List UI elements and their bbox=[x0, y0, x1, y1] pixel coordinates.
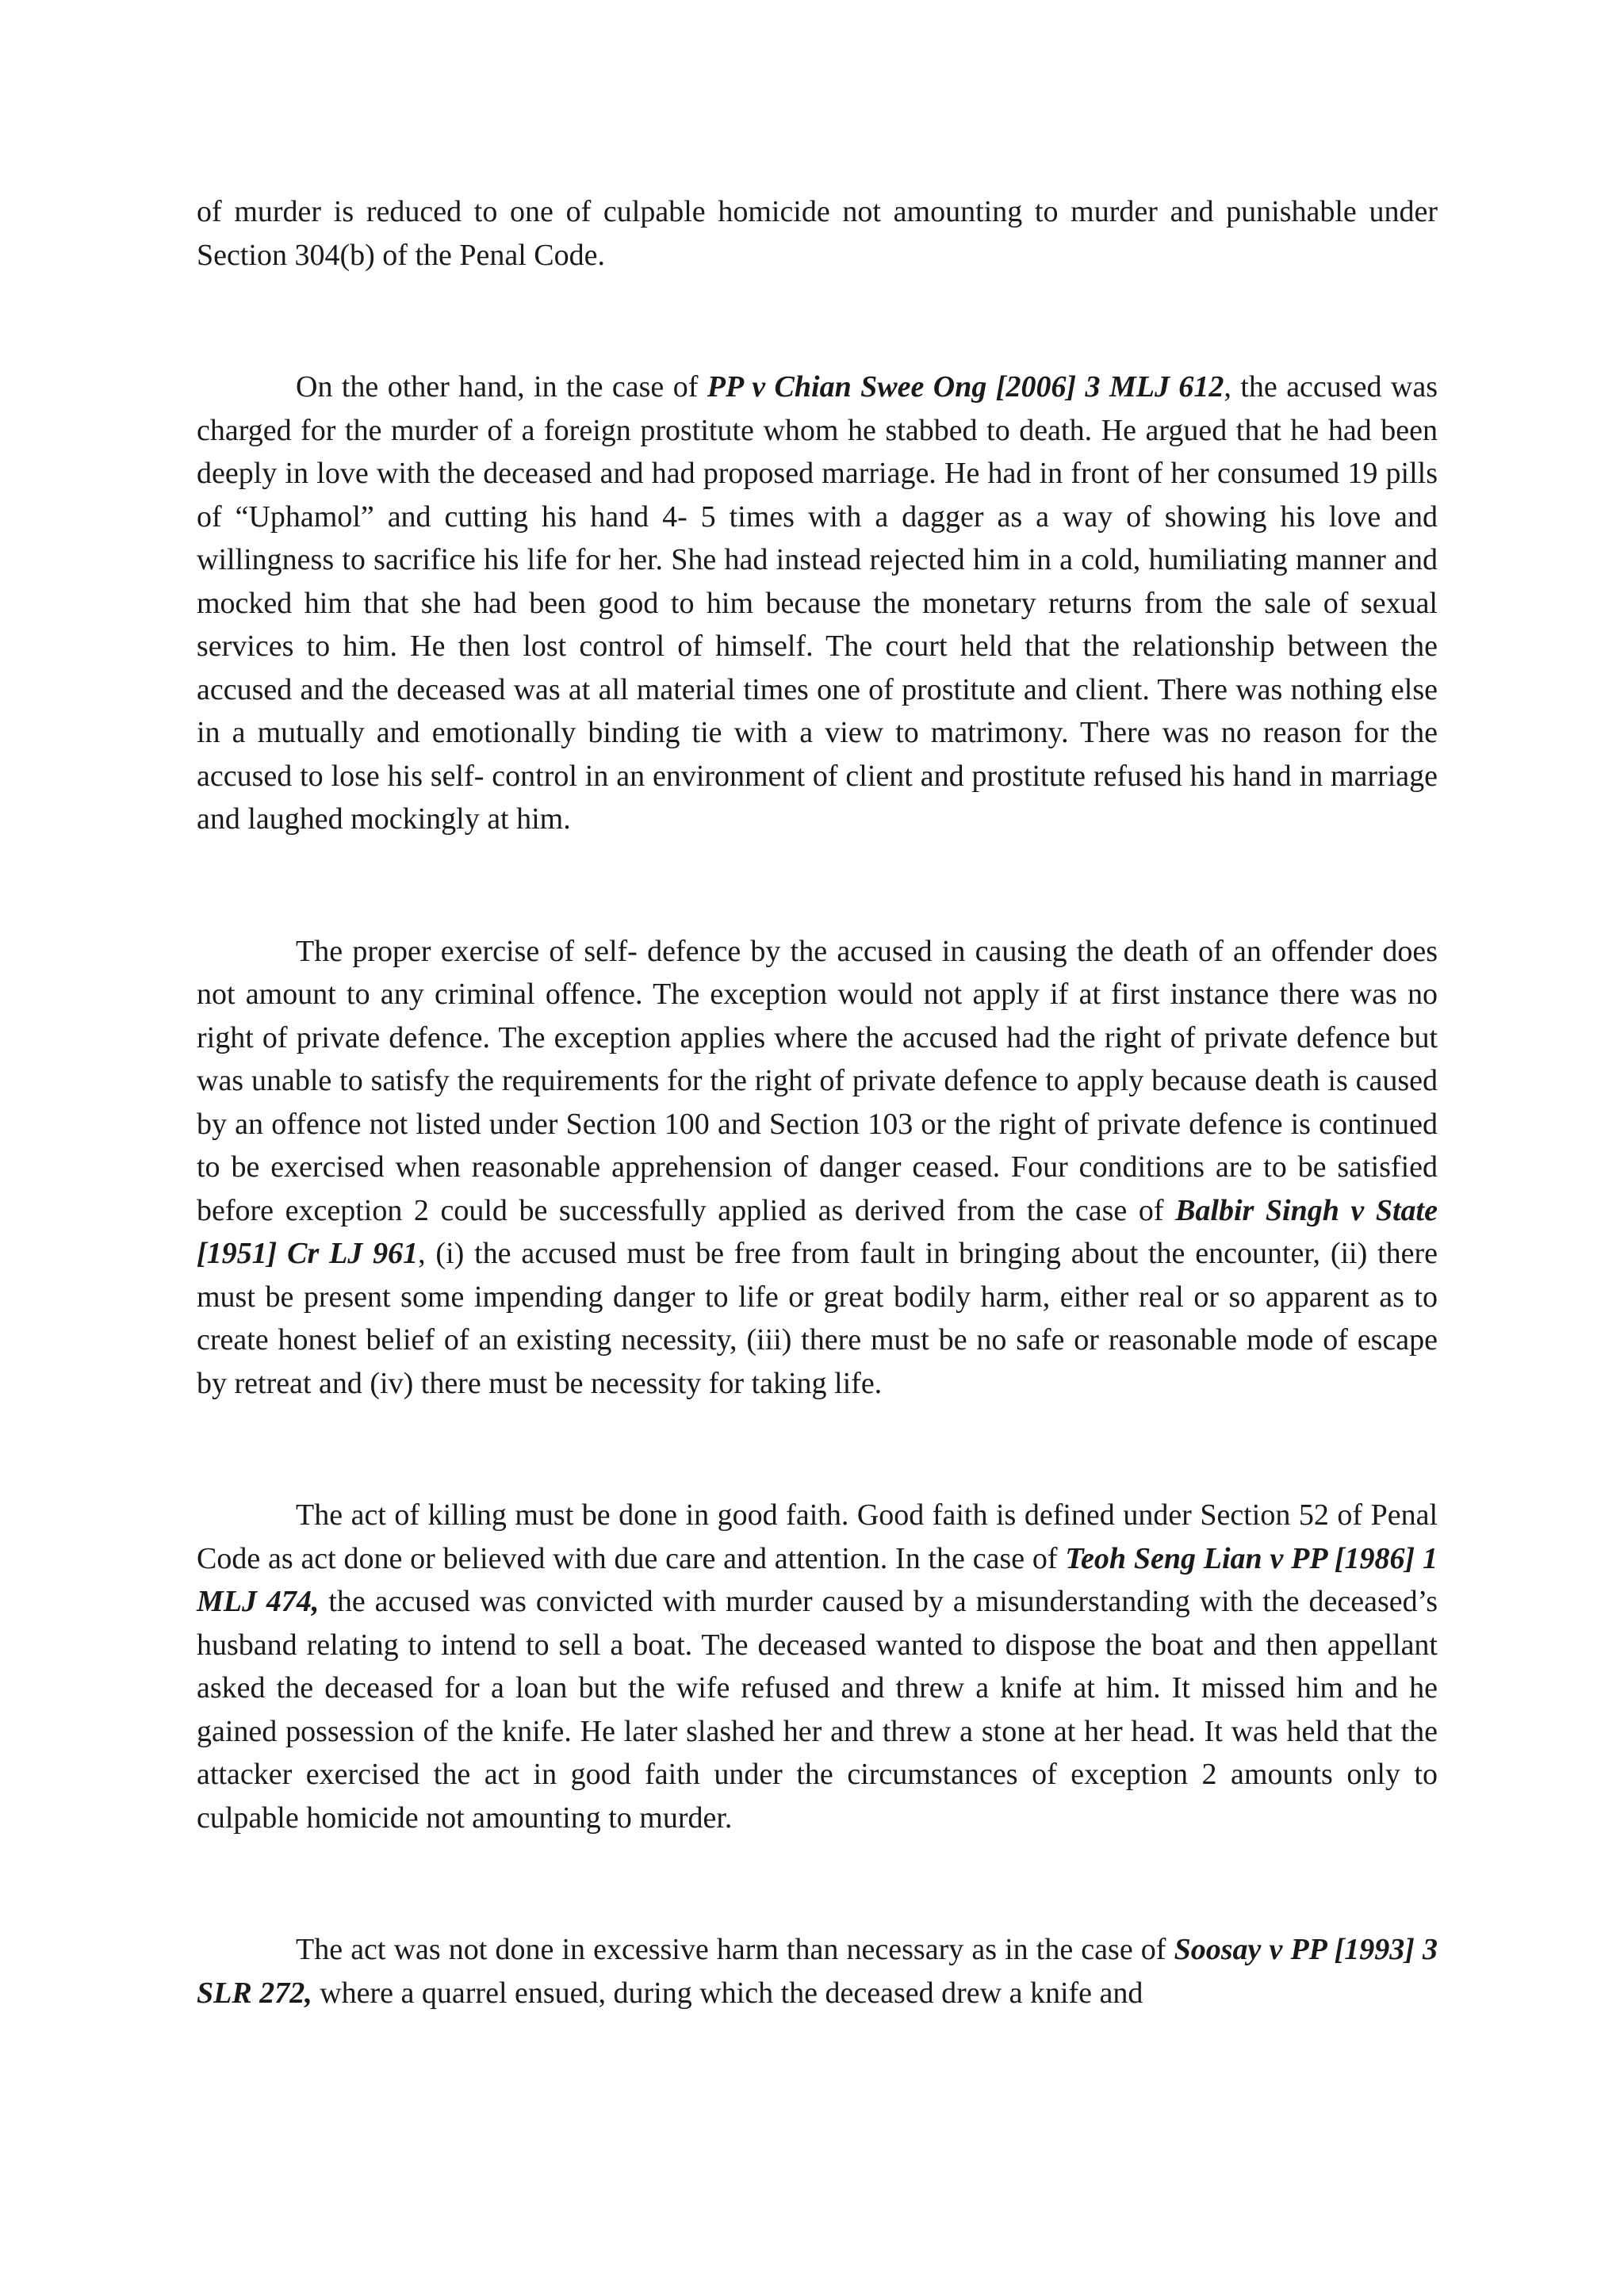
paragraph-text: , (i) the accused must be free from fault in bringing about the encounter, (ii) there must be present some impending danger to life or great bodily harm, either real or so apparent as to create honest belief of an existing necessity, (iii) there must be no safe or reasonable mode of escape by retreat and (iv) there must be necessity for taking life. bbox=[197, 1237, 1438, 1400]
paragraph-5 bbox=[197, 1928, 1438, 2015]
paragraph-4 bbox=[197, 1494, 1438, 1839]
paragraph-text: The act was not done in excessive harm than necessary as in the case of bbox=[296, 1933, 1174, 1966]
paragraph-text: the accused was convicted with murder caused by a misunderstanding with the deceased’s husband relating to intend to sell a boat. The deceased wanted to dispose the boat and then appellant asked the deceased for a loan but the wife refused and threw a knife at him. It missed him and he gained possession of the knife. He later slashed her and threw a stone at her head. It was held that the attacker exercised the act in good faith under the circumstances of exception 2 amounts only to culpable homicide not amounting to murder. bbox=[197, 1585, 1438, 1835]
case-citation: Teoh Seng Lian v PP [1986] 1 MLJ 474, bbox=[197, 1541, 1438, 1618]
paragraph-gap bbox=[197, 277, 1438, 365]
paragraph-text: where a quarrel ensued, during which the deceased drew a knife and bbox=[312, 1976, 1143, 2010]
paragraph-text: On the other hand, in the case of bbox=[296, 370, 707, 404]
document-page bbox=[197, 190, 1438, 2015]
paragraph-gap bbox=[197, 1405, 1438, 1494]
paragraph-3 bbox=[197, 930, 1438, 1406]
paragraph-text: of murder is reduced to one of culpable homicide not amounting to murder and punishable under Section 304(b) of the Penal Code. bbox=[197, 195, 1438, 272]
case-citation: Soosay v PP [1993] 3 SLR 272, bbox=[197, 1933, 1438, 2010]
case-citation: PP v Chian Swee Ong [2006] 3 MLJ 612 bbox=[707, 370, 1224, 404]
case-citation: Balbir Singh v State [1951] Cr LJ 961 bbox=[197, 1193, 1438, 1270]
paragraph-text: The proper exercise of self- defence by the accused in causing the death of an offender does not amount to any criminal offence. The exception would not apply if at first instance there was no right of private defence. The exception applies where the accused had the right of private defence but was unable to satisfy the requirements for the right of private defence to apply because death is caused by an offence not listed under Section 100 and Section 103 or the right of private defence is continued to be exercised when reasonable apprehension of danger ceased. Four conditions are to be satisfied before exception 2 could be successfully applied as derived from the case of bbox=[197, 934, 1438, 1227]
paragraph-text: , the accused was charged for the murder of a foreign prostitute whom he stabbed to death. He argued that he had been deeply in love with the deceased and had proposed marriage. He had in front of her consumed 19 pills of “Uphamol” and cutting his hand 4- 5 times with a dagger as a way of showing his love and willingness to sacrifice his life for her. She had instead rejected him in a cold, humiliating manner and mocked him that she had been good to him because the monetary returns from the sale of sexual services to him. He then lost control of himself. The court held that the relationship between the accused and the deceased was at all material times one of prostitute and client. There was nothing else in a mutually and emotionally binding tie with a view to matrimony. There was no reason for the accused to lose his self- control in an environment of client and prostitute refused his hand in marriage and laughed mockingly at him. bbox=[197, 370, 1438, 836]
paragraph-text: The act of killing must be done in good faith. Good faith is defined under Section 52 of Penal Code as act done or believed with due care and attention. In the case of bbox=[197, 1498, 1438, 1575]
paragraph-2 bbox=[197, 365, 1438, 841]
paragraph-gap bbox=[197, 841, 1438, 930]
paragraph-1 bbox=[197, 190, 1438, 277]
paragraph-gap bbox=[197, 1839, 1438, 1928]
